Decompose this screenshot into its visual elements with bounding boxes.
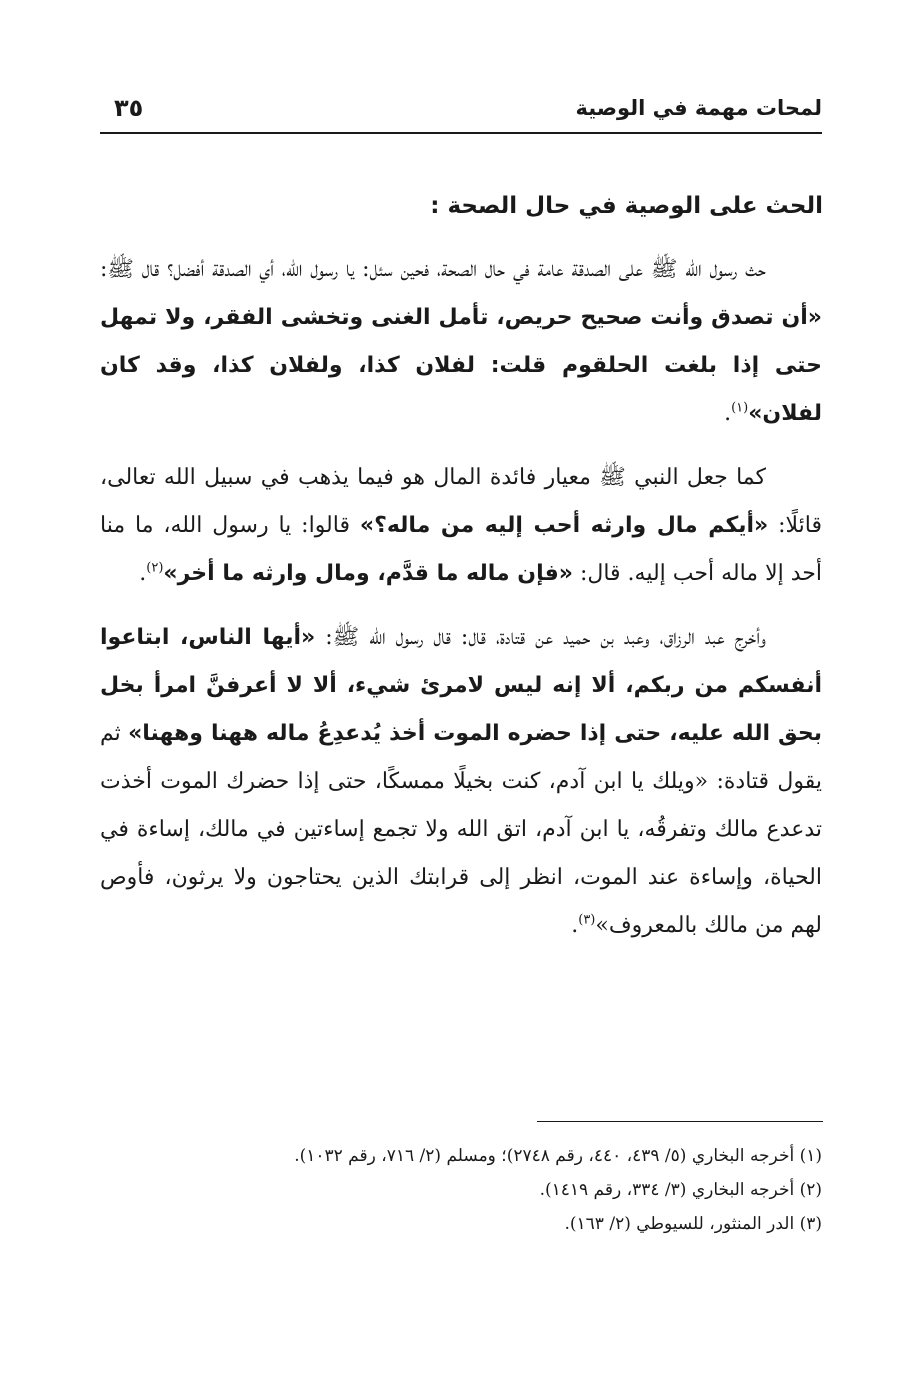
paragraph-text: .: [139, 561, 147, 586]
running-title: لمحات مهمة في الوصية: [575, 96, 822, 120]
footnote-2: (٢) أخرجه البخاري (٣/ ٣٣٤، رقم ١٤١٩).: [539, 1180, 822, 1200]
footnote-marker: (١): [731, 400, 749, 416]
section-heading: الحث على الوصية في حال الصحة :: [430, 193, 823, 219]
header-rule: [100, 132, 822, 134]
paragraph-text: كما جعل النبي ﷺ معيار فائدة المال هو فيما يذهب في سبيل الله تعالى، قائلًا:: [100, 465, 823, 538]
footnote-3: (٣) الدر المنثور، للسيوطي (٢/ ١٦٣).: [564, 1214, 822, 1234]
paragraph-text: وأخرج عبد الرزاق، وعبد بن حميد عن قتادة، قال: قال رسول الله ﷺ:: [315, 625, 766, 650]
paragraph-text: ثم يقول قتادة: «ويلك يا ابن آدم، كنت بخيلًا ممسكًا، حتى إذا حضرك الموت أخذت تدعدع مالك وتفرقُه، يا ابن آدم، اتق الله ولا تجمع إساءتين في مالك، إساءة في الحياة، وإساءة عند الموت، انظر إلى قرابتك الذين يحتاجون ولا يرثون، فأوص لهم من مالك بالمعروف»: [100, 721, 822, 938]
paragraph-text: قالوا: يا رسول الله، ما منا أحد إلا ماله أحب إليه. قال:: [100, 513, 822, 586]
paragraph-text: .: [724, 401, 732, 426]
footnote-marker: (٢): [146, 560, 164, 576]
page-header: [100, 92, 822, 132]
footnote-1: (١) أخرجه البخاري (٥/ ٤٣٩، ٤٤٠، رقم ٢٧٤٨)؛ ومسلم (٢/ ٧١٦، رقم ١٠٣٢).: [294, 1146, 822, 1166]
page-number: ٣٥: [114, 94, 144, 122]
hadith-quote: «فإن ماله ما قدَّم، ومال وارثه ما أخر»: [163, 561, 573, 586]
paragraph-1: [100, 246, 822, 438]
footnote-marker: (٣): [578, 912, 596, 928]
hadith-quote: «أيكم مال وارثه أحب إليه من ماله؟»: [359, 513, 769, 538]
paragraph-text: .: [571, 913, 579, 938]
footnotes: [100, 1139, 822, 1241]
paragraph-2: [100, 454, 822, 598]
body-text: [100, 246, 822, 966]
hadith-quote: «أيها الناس، ابتاعوا أنفسكم من ربكم، ألا إنه ليس لامرئ شيء، ألا لا أعرفنَّ امرأ بخل بحق الله عليه، حتى إذا حضره الموت أخذ يُدعدِعُ ماله ههنا وههنا»: [100, 625, 822, 746]
paragraph-3: [100, 614, 822, 950]
footnote-rule: [537, 1121, 823, 1122]
paragraph-text: حث رسول الله ﷺ على الصدقة عامة في حال الصحة، فحين سئل: يا رسول الله، أي الصدقة أفضل؟ قال ﷺ:: [100, 257, 766, 282]
hadith-quote: «أن تصدق وأنت صحيح حريص، تأمل الغنى وتخشى الفقر، ولا تمهل حتى إذا بلغت الحلقوم قلت: لفلان كذا، ولفلان كذا، وقد كان لفلان»: [100, 305, 822, 426]
